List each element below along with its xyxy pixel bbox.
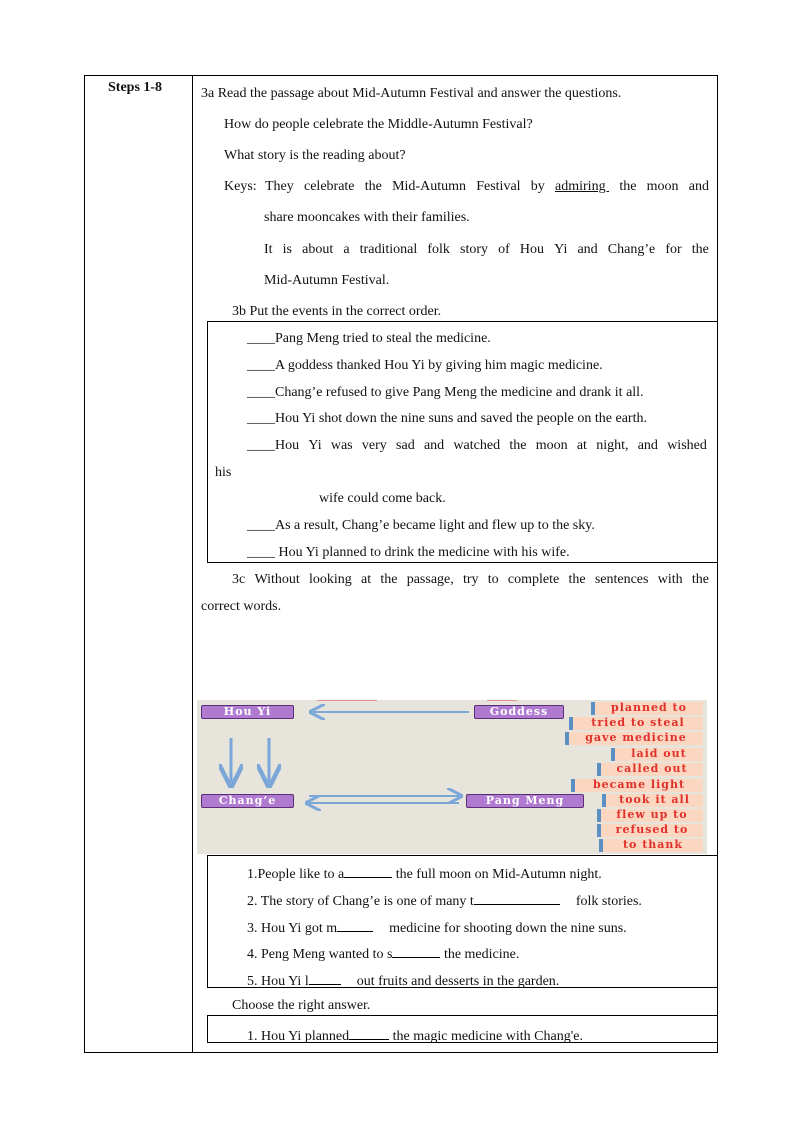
word-bank-item: called out: [597, 763, 703, 776]
word: by: [530, 179, 545, 194]
word: Chang’e: [607, 242, 656, 257]
answer-blank[interactable]: [392, 944, 440, 958]
section-3c-instruction-cont: correct words.: [201, 599, 282, 614]
word: for: [665, 242, 682, 257]
word-bank-item: tried to steal: [569, 717, 703, 730]
word: night,: [596, 438, 629, 453]
word: try: [463, 572, 479, 587]
event-item-cont: wife could come back.: [319, 491, 446, 506]
word-bank-item: became light: [571, 779, 703, 792]
word: They: [265, 179, 294, 194]
keys-label: Keys:: [224, 179, 257, 194]
word: was: [330, 438, 353, 453]
word: looking: [309, 572, 352, 587]
answer-blank[interactable]: [344, 864, 392, 878]
node-goddess: Goddess: [474, 705, 564, 719]
sentence-4: 4. Peng Meng wanted to s the medicine.: [247, 944, 519, 963]
word: at: [576, 438, 587, 453]
word: watched: [453, 438, 501, 453]
word-bank-item: refused to: [597, 824, 703, 837]
word: wished: [667, 438, 707, 453]
sentence-5: 5. Hou Yi l out fruits and desserts in the garden.: [247, 971, 559, 990]
event-item: ____ Hou Yi planned to drink the medicine with his wife.: [247, 545, 570, 560]
word: moon: [535, 438, 568, 453]
word: the: [364, 179, 382, 194]
event-item: ____Hou Yi was very sad and watched the moon at night, and wished: [247, 438, 707, 453]
word-bank-item: laid out: [611, 748, 703, 761]
word: about: [302, 242, 334, 257]
word: is: [282, 242, 293, 257]
word: moon: [646, 179, 679, 194]
word: It: [264, 242, 273, 257]
word: of: [498, 242, 510, 257]
word-bank-item: flew up to: [597, 809, 703, 822]
answer-blank[interactable]: [309, 971, 341, 985]
word: traditional: [359, 242, 418, 257]
word: Without: [254, 572, 300, 587]
word-bank-item: planned to: [591, 702, 703, 715]
word: celebrate: [304, 179, 355, 194]
word: complete: [507, 572, 560, 587]
word: the: [568, 572, 586, 587]
word: the: [380, 572, 398, 587]
word: Festival: [476, 179, 521, 194]
story-mind-map: [197, 700, 707, 854]
key-answer-2-cont: Mid-Autumn Festival.: [264, 273, 390, 288]
sentence-2: 2. The story of Chang’e is one of many t folk stories.: [247, 891, 642, 910]
choose-instruction: Choose the right answer.: [232, 998, 371, 1013]
word: 3c: [232, 572, 246, 587]
section-3b-instruction: 3b Put the events in the correct order.: [232, 304, 442, 319]
answer-blank[interactable]: [474, 891, 560, 905]
word: a: [343, 242, 350, 257]
node-change: Chang’e: [201, 794, 294, 808]
answer-blank[interactable]: [337, 918, 373, 932]
word: to: [487, 572, 499, 587]
key-answer-2: [264, 242, 709, 258]
word: story: [460, 242, 488, 257]
word: Mid-Autumn: [392, 179, 466, 194]
choose-question-1: 1. Hou Yi planned the magic medicine with Chang'e.: [247, 1026, 583, 1045]
question-1: How do people celebrate the Middle-Autumn Festival?: [224, 117, 533, 132]
key-answer-1-cont: share mooncakes with their families.: [264, 210, 470, 225]
word: and: [577, 242, 598, 257]
node-pang-meng: Pang Meng: [466, 794, 584, 808]
word: sad: [396, 438, 415, 453]
word: and: [423, 438, 445, 453]
word-bank-item: to thank: [599, 839, 703, 852]
event-item: ____A goddess thanked Hou Yi by giving him magic medicine.: [247, 358, 603, 373]
word: with: [657, 572, 683, 587]
word: and: [688, 179, 709, 194]
event-item-wrap: his: [215, 465, 232, 480]
answer-blank[interactable]: [349, 1026, 389, 1040]
event-item: ____Hou Yi shot down the nine suns and saved the people on the earth.: [247, 411, 647, 426]
sentence-3: 3. Hou Yi got m medicine for shooting down the nine suns.: [247, 918, 627, 937]
word: and: [637, 438, 658, 453]
event-item: ____As a result, Chang’e became light and flew up to the sky.: [247, 518, 595, 533]
word: the: [619, 179, 637, 194]
key-answer-1: [265, 179, 709, 195]
event-item: ____Chang’e refused to give Pang Meng the medicine and drank it all.: [247, 385, 644, 400]
word: very: [361, 438, 387, 453]
section-3a-instruction: 3a Read the passage about Mid-Autumn Festival and answer the questions.: [201, 86, 622, 101]
word: Yi: [308, 438, 322, 453]
underlined-keyword: admiring: [555, 179, 610, 194]
node-hou-yi: Hou Yi: [201, 705, 294, 719]
word: passage,: [406, 572, 454, 587]
column-divider: [192, 75, 193, 1053]
word: Yi: [554, 242, 568, 257]
section-3c-instruction: [232, 572, 709, 588]
word: the: [691, 572, 709, 587]
word: sentences: [594, 572, 649, 587]
question-2: What story is the reading about?: [224, 148, 406, 163]
steps-label: Steps 1-8: [108, 80, 163, 95]
word: Hou: [519, 242, 545, 257]
word: the: [691, 242, 709, 257]
sentence-1: 1.People like to a the full moon on Mid-Autumn night.: [247, 864, 602, 883]
word-bank-item: took it all: [602, 794, 703, 807]
word: at: [361, 572, 372, 587]
event-item: ____Pang Meng tried to steal the medicine.: [247, 331, 491, 346]
word-bank-item: gave medicine: [565, 732, 703, 745]
word: folk: [427, 242, 450, 257]
word: the: [509, 438, 527, 453]
